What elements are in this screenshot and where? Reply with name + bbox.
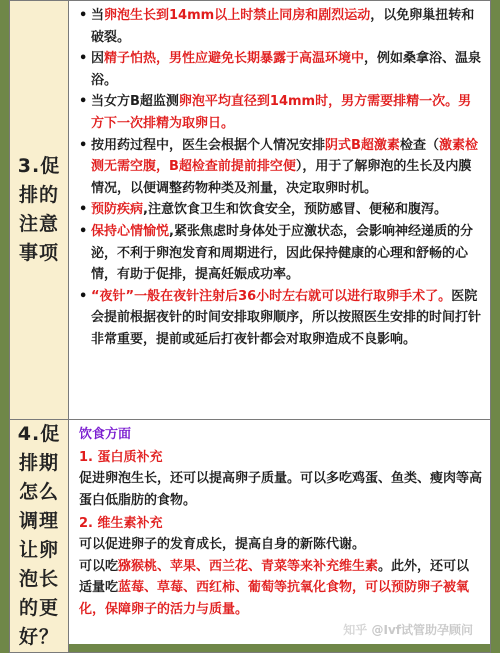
body-text: ），用于了解卵泡的生长及内膜情况，以便调整药物种类及剂量，决定取卵时机。	[91, 159, 472, 196]
table-row	[10, 1, 491, 420]
item-text	[79, 534, 482, 620]
row-label	[10, 152, 68, 268]
list-item	[79, 48, 482, 91]
highlight-text: 卵泡平均直径到14mm时，男方需要排精一次。男方下一次排精为取卵日。	[91, 94, 472, 131]
body-text: ,注意饮食卫生和饮食安全，预防感冒、便秘和腹泻。	[143, 202, 447, 218]
body-text: 可以吃	[79, 558, 119, 574]
highlight-text: 猕猴桃、苹果、西兰花、青菜等来补充维生素	[118, 558, 379, 574]
row-label-line: 注意	[18, 213, 59, 235]
highlight-text: 保持心情愉悦	[91, 223, 170, 239]
row-label-line: 排期	[18, 452, 59, 474]
diet-items	[79, 447, 482, 621]
highlight-text: 卵泡生长到14mm以上时禁止同房和剧烈运动	[104, 8, 371, 23]
highlight-text: 预防疾病	[91, 202, 144, 218]
row-label-line: 的更	[18, 597, 59, 619]
row-label-line: 好？	[18, 626, 59, 648]
row-label-line: 调理	[18, 510, 59, 532]
body-text: ，例如桑拿浴、温泉浴。	[91, 51, 482, 88]
row-label-cell	[10, 420, 69, 653]
row-label-line: 泡长	[18, 568, 59, 590]
body-text: ,紧张焦虑时身体处于应激状态，会影响神经递质的分泌，不利于卵泡发育和周期进行，因此保持健康的心理和舒畅的心情，有助于促排，提高妊娠成功率。	[91, 223, 473, 283]
body-text: 当女方B超监测	[91, 94, 179, 110]
document-page	[9, 0, 491, 648]
row-label-line: 怎么	[18, 481, 59, 503]
highlight-text: “夜针”一般在夜针注射后36小时左右就可以进行取卵手术了。	[91, 288, 452, 304]
body-text: 因	[91, 51, 105, 67]
info-table	[9, 0, 491, 653]
body-text: 医院会提前根据夜针的时间安排取卵顺序，所以按照医生安排的时间打针非常重要，提前或延后打夜针都会对取卵造成不良影响。	[91, 288, 482, 347]
row-label-line: 让卵	[18, 539, 59, 561]
row-label-line: 4.促	[17, 423, 61, 445]
watermark-brand: 知乎	[343, 623, 368, 637]
section-title: 饮食方面	[79, 427, 132, 442]
body-text: ，以免卵巢扭转和破裂。	[91, 8, 475, 45]
highlight-text: 精子怕热，男性应避免长期暴露于高温环境中	[104, 51, 365, 67]
row-label	[10, 420, 68, 652]
list-item	[79, 135, 482, 200]
list-item	[79, 5, 482, 48]
body-text: 按用药过程中，医生会根据个人情况安排	[91, 137, 326, 153]
row-label-line: 事项	[18, 242, 59, 264]
row-content-cell	[69, 1, 491, 420]
highlight-text: 蓝莓、草莓、西红柿、葡萄等抗氧化食物，可以预防卵子被氧化，保障卵子的活力与质量。	[79, 580, 470, 617]
body-text: 检查（	[399, 137, 439, 153]
body-text: 促进卵泡生长，还可以提高卵子质量。可以多吃鸡蛋、鱼类、瘦肉等高蛋白低脂肪的食物。	[79, 471, 483, 508]
list-item	[79, 221, 482, 286]
body-text: 可以促进卵子的发育成长，提高自身的新陈代谢。	[79, 537, 366, 553]
notice-list	[79, 5, 482, 351]
row-label-cell	[10, 1, 69, 420]
item-title: 2. 维生素补充	[79, 516, 163, 532]
list-item	[79, 199, 482, 221]
list-item	[79, 91, 482, 134]
watermark-author: @Ivf试管助孕顾问	[371, 623, 473, 637]
table-row	[10, 420, 491, 653]
row-content-cell	[69, 420, 491, 653]
item-text	[79, 468, 482, 511]
row-label-line: 3.促	[17, 155, 61, 177]
highlight-text: 阴式B超激素	[325, 137, 400, 153]
body-text: 当	[91, 8, 105, 23]
highlight-text: 激素检测无需空腹，B超检查前提前排空便	[91, 137, 478, 175]
row-label-line: 排的	[18, 184, 59, 206]
list-item	[79, 286, 482, 351]
watermark	[343, 621, 473, 638]
body-text: 。此外，还可以适量吃	[79, 558, 470, 596]
item-title: 1. 蛋白质补充	[79, 450, 163, 465]
